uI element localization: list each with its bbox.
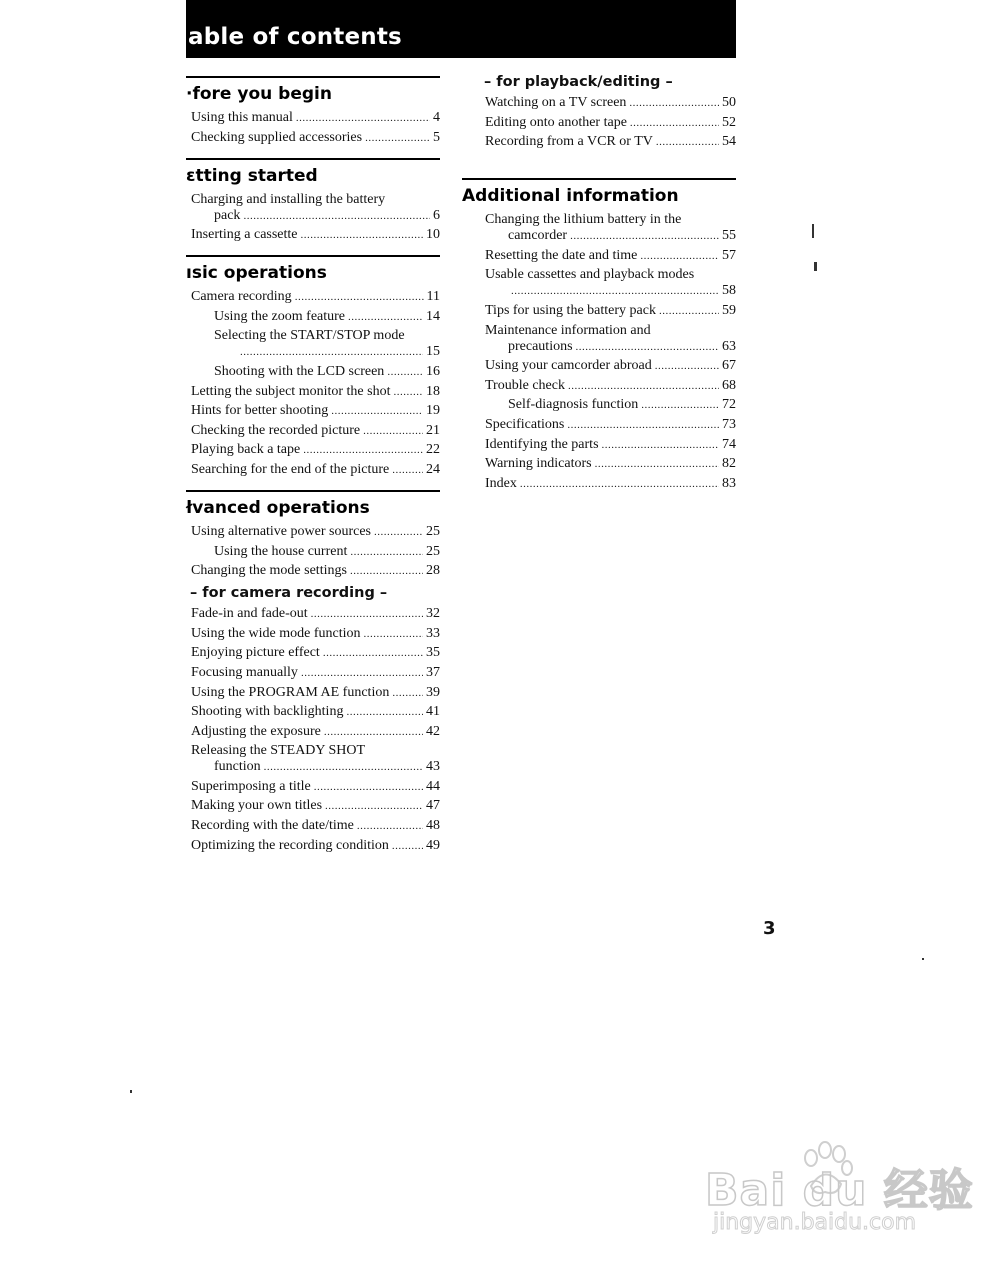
- toc-entry-label-continued: precautions: [508, 338, 573, 354]
- toc-page-number: 68: [722, 377, 736, 393]
- title-bar: [186, 0, 736, 58]
- toc-entry-label: Using the zoom feature: [214, 308, 346, 324]
- dot-leader: [659, 303, 719, 319]
- toc-page-number: 19: [426, 403, 440, 419]
- toc-entry: [191, 724, 440, 740]
- toc-page-number: 32: [426, 606, 440, 622]
- toc-entry-row: [191, 704, 440, 720]
- toc-entry-row: [214, 544, 440, 560]
- toc-page-number: 16: [426, 363, 440, 379]
- toc-page-number: 63: [722, 338, 736, 354]
- toc-entry-label: Making your own titles: [191, 798, 323, 814]
- toc-page-number: 37: [426, 664, 440, 680]
- watermark: [705, 1140, 974, 1250]
- toc-entry-row: [191, 208, 440, 224]
- toc-entry: [485, 378, 736, 394]
- toc-page-number: 73: [722, 416, 736, 432]
- toc-entry-row: [485, 437, 736, 453]
- dot-leader: [350, 563, 423, 579]
- dot-leader: [640, 248, 719, 264]
- dot-leader: [363, 423, 423, 439]
- toc-entry-row: [485, 228, 736, 244]
- toc-entry-row: [214, 344, 440, 360]
- toc-entry: [191, 743, 440, 775]
- dot-leader: [348, 309, 423, 325]
- toc-entry-row: [485, 283, 736, 299]
- toc-entry-label: Camera recording: [191, 289, 292, 305]
- toc-entry: [191, 462, 440, 478]
- dot-leader: [295, 289, 424, 305]
- toc-entry-row: [191, 685, 440, 701]
- toc-entry-row: [191, 665, 440, 681]
- toc-entry: [191, 838, 440, 854]
- toc-entry-label: Searching for the end of the picture: [191, 461, 390, 477]
- toc-entry-row: [191, 423, 440, 439]
- toc-entry-label: Enjoying picture effect: [191, 645, 320, 661]
- toc-entry-label: Letting the subject monitor the shot: [191, 383, 391, 399]
- toc-page-number: 43: [426, 759, 440, 775]
- toc-entry: [191, 384, 440, 400]
- toc-page-number: 41: [426, 704, 440, 720]
- toc-entry: [191, 665, 440, 681]
- toc-entry-row: [485, 358, 736, 374]
- dot-leader: [656, 134, 719, 150]
- toc-page-number: 28: [426, 563, 440, 579]
- dot-leader: [374, 524, 423, 540]
- toc-entry-row: [191, 110, 440, 126]
- section-getting-started: [186, 158, 440, 244]
- toc-entry-label: Recording with the date/time: [191, 818, 354, 834]
- toc-entry: [485, 95, 736, 111]
- toc-page-number: 4: [433, 110, 440, 125]
- toc-entry-label: Watching on a TV screen: [485, 95, 627, 110]
- dot-leader: [365, 130, 430, 146]
- toc-entry-label-continued: function: [214, 759, 261, 775]
- dot-leader: [655, 358, 719, 374]
- toc-entry-row: [485, 303, 736, 319]
- dot-leader: [641, 397, 719, 413]
- toc-page-number: 25: [426, 543, 440, 559]
- toc-entry-row: [485, 95, 736, 111]
- toc-entry: [191, 798, 440, 814]
- toc-entry-label: Inserting a cassette: [191, 227, 298, 243]
- toc-page-number: 10: [426, 227, 440, 243]
- dot-leader: [629, 95, 719, 111]
- toc-page-number: 52: [722, 114, 736, 130]
- dot-leader: [568, 378, 719, 394]
- toc-entry: [485, 476, 736, 492]
- toc-page-number: 83: [722, 475, 736, 491]
- toc-entry: [485, 323, 736, 355]
- section-playback-editing: [462, 74, 736, 150]
- page-number: 3: [763, 918, 776, 939]
- toc-entry-row: [485, 248, 736, 264]
- toc-entry-label: Checking supplied accessories: [191, 129, 363, 145]
- dot-leader: [314, 779, 423, 795]
- toc-page-number: 11: [426, 289, 440, 305]
- dot-leader: [264, 759, 423, 775]
- dot-leader: [357, 818, 423, 834]
- toc-entry-row: [214, 364, 440, 380]
- toc-entry-row: [191, 606, 440, 622]
- toc-entry: [191, 704, 440, 720]
- toc-entry: [485, 303, 736, 319]
- toc-entry-label: Changing the lithium battery in the: [485, 212, 682, 228]
- section-heading: ɛtting started: [186, 165, 318, 186]
- dot-leader: [240, 344, 423, 360]
- dot-leader: [520, 476, 719, 492]
- toc-entry: [191, 227, 440, 243]
- toc-entry-label: Specifications: [485, 416, 565, 432]
- toc-entry-label: Shooting with backlighting: [191, 704, 344, 720]
- toc-entry: [191, 606, 440, 622]
- dot-leader: [570, 228, 719, 244]
- dot-leader: [630, 115, 719, 131]
- dot-leader: [243, 208, 430, 224]
- toc-entry: [191, 645, 440, 661]
- toc-entry: [191, 364, 440, 380]
- toc-entry-label: Using the wide mode function: [191, 625, 361, 641]
- toc-entry: [191, 130, 440, 146]
- watermark-logo-text: Bai du 经验: [705, 1165, 974, 1216]
- toc-entry-row: [508, 397, 736, 413]
- toc-entry-row: [191, 645, 440, 661]
- dot-leader: [301, 227, 423, 243]
- toc-entry: [485, 134, 736, 150]
- toc-entry-label: Fade-in and fade-out: [191, 606, 308, 622]
- toc-entry: [191, 442, 440, 458]
- toc-page-number: 57: [722, 247, 736, 263]
- toc-entry-label: Using alternative power sources: [191, 523, 371, 539]
- right-column: [462, 72, 736, 495]
- dot-leader: [511, 283, 719, 299]
- toc-entry-label: Charging and installing the battery: [191, 191, 386, 207]
- dot-leader: [311, 606, 423, 622]
- toc-page-number: 47: [426, 798, 440, 814]
- toc-entry: [191, 685, 440, 701]
- toc-entry-label: Editing onto another tape: [485, 114, 627, 130]
- toc-entry: [191, 309, 440, 325]
- section-advanced-operations: [186, 490, 440, 854]
- toc-entry-row: [191, 442, 440, 458]
- left-column: [186, 76, 440, 857]
- toc-entry: [191, 779, 440, 795]
- toc-entry-row: [191, 462, 440, 478]
- toc-entry-label: Using the house current: [214, 543, 348, 559]
- toc-entry-label: Adjusting the exposure: [191, 723, 321, 739]
- dot-leader: [350, 544, 423, 560]
- toc-entry-label: Releasing the STEADY SHOT: [191, 743, 366, 759]
- dot-leader: [325, 798, 423, 814]
- toc-entry: [191, 110, 440, 126]
- toc-page-number: 67: [722, 358, 736, 374]
- section-heading: ısic operations: [186, 263, 327, 284]
- dot-leader: [346, 704, 423, 720]
- toc-entry: [191, 423, 440, 439]
- toc-entry-row: [485, 476, 736, 492]
- dot-leader: [392, 685, 423, 701]
- section-rule: [462, 178, 736, 180]
- dot-leader: [303, 442, 423, 458]
- dot-leader: [301, 665, 423, 681]
- toc-page-number: 15: [426, 344, 440, 360]
- toc-page-number: 54: [722, 134, 736, 150]
- section-heading: ·fore you begin: [186, 84, 332, 104]
- toc-entry-row: [485, 378, 736, 394]
- toc-entry: [485, 397, 736, 413]
- toc-entry-label: Selecting the START/STOP mode: [214, 328, 405, 344]
- dot-leader: [567, 417, 719, 433]
- toc-entry: [485, 456, 736, 472]
- toc-entry-label: Maintenance information and: [485, 322, 651, 338]
- toc-entry: [191, 818, 440, 834]
- dot-leader: [392, 838, 423, 854]
- scan-speck: [130, 1090, 132, 1093]
- toc-entry-row: [191, 563, 440, 579]
- toc-entry-row: [485, 134, 736, 150]
- toc-entry: [191, 626, 440, 642]
- toc-page-number: 72: [722, 397, 736, 413]
- scan-speck: [922, 958, 924, 960]
- dot-leader: [331, 403, 423, 419]
- toc-entry-row: [191, 779, 440, 795]
- toc-page-number: 35: [426, 645, 440, 661]
- toc-entry: [485, 248, 736, 264]
- toc-entry-label: Recording from a VCR or TV: [485, 134, 653, 150]
- scan-speck: [812, 224, 814, 238]
- section-heading: Additional information: [462, 186, 679, 207]
- toc-entry-row: [191, 759, 440, 775]
- toc-page-number: 58: [722, 283, 736, 299]
- toc-entry-row: [191, 818, 440, 834]
- toc-entry-label-continued: pack: [214, 207, 241, 223]
- section-additional-information: [462, 178, 736, 492]
- toc-entry-label: Optimizing the recording condition: [191, 837, 389, 853]
- toc-entry: [485, 417, 736, 433]
- toc-entry: [191, 289, 440, 305]
- toc-page-number: 6: [433, 207, 440, 223]
- toc-entry-row: [485, 339, 736, 355]
- toc-entry: [191, 563, 440, 579]
- toc-entry-row: [485, 456, 736, 472]
- toc-entry-label: Checking the recorded picture: [191, 422, 361, 438]
- dot-leader: [324, 724, 423, 740]
- section-rule: [186, 76, 440, 78]
- toc-entry: [191, 403, 440, 419]
- dot-leader: [364, 626, 423, 642]
- toc-entry: [485, 212, 736, 244]
- toc-entry-row: [191, 524, 440, 540]
- toc-page-number: 39: [426, 684, 440, 700]
- toc-entry: [485, 358, 736, 374]
- toc-entry-row: [191, 724, 440, 740]
- section-before-you-begin: [186, 76, 440, 146]
- toc-entry-row: [191, 289, 440, 305]
- toc-entry-label: Warning indicators: [485, 456, 592, 472]
- toc-entry-label: Using the PROGRAM AE function: [191, 684, 390, 700]
- toc-entry-label: Trouble check: [485, 377, 565, 393]
- toc-entry-row: [191, 403, 440, 419]
- dot-leader: [393, 384, 423, 400]
- toc-page-number: 21: [426, 422, 440, 438]
- toc-entry: [191, 544, 440, 560]
- toc-page-number: 18: [426, 383, 440, 399]
- toc-page-number: 82: [722, 456, 736, 472]
- toc-entry-label: Playing back a tape: [191, 442, 301, 458]
- toc-entry: [191, 328, 440, 360]
- toc-entry-label: Self-diagnosis function: [508, 397, 639, 413]
- toc-entry-label: Shooting with the LCD screen: [214, 363, 385, 379]
- toc-page-number: 5: [433, 129, 440, 145]
- dot-leader: [602, 437, 719, 453]
- toc-page-number: 24: [426, 461, 440, 477]
- dot-leader: [595, 456, 719, 472]
- toc-page-number: 49: [426, 837, 440, 853]
- toc-page-number: 50: [722, 95, 736, 110]
- toc-entry: [191, 524, 440, 540]
- dot-leader: [296, 110, 430, 126]
- toc-entry: [485, 267, 736, 299]
- toc-page-number: 42: [426, 723, 440, 739]
- toc-entry-label: Index: [485, 475, 517, 491]
- section-basic-operations: [186, 255, 440, 478]
- scan-speck: [814, 262, 817, 271]
- toc-entry-label: Focusing manually: [191, 664, 298, 680]
- toc-entry-label-continued: camcorder: [508, 228, 568, 244]
- toc-entry: [191, 192, 440, 224]
- dot-leader: [323, 645, 423, 661]
- dot-leader: [392, 462, 423, 478]
- toc-entry-row: [191, 626, 440, 642]
- toc-page-number: 48: [426, 818, 440, 834]
- toc-entry-row: [191, 838, 440, 854]
- dot-leader: [387, 364, 423, 380]
- toc-entry-label: Identifying the parts: [485, 436, 599, 452]
- section-heading: łvanced operations: [186, 497, 370, 518]
- toc-entry-label: Hints for better shooting: [191, 403, 329, 419]
- toc-entry-row: [485, 417, 736, 433]
- toc-entry-label: Tips for using the battery pack: [485, 302, 656, 318]
- section-rule: [186, 158, 440, 160]
- dot-leader: [576, 339, 719, 355]
- toc-entry-row: [191, 384, 440, 400]
- toc-entry-row: [191, 227, 440, 243]
- toc-page-number: 55: [722, 228, 736, 244]
- subheading-playback-editing: – for playback/editing –: [484, 74, 673, 90]
- toc-entry-label: Resetting the date and time: [485, 247, 638, 263]
- page-title: able of contents: [188, 24, 402, 50]
- toc-page-number: 14: [426, 308, 440, 324]
- toc-entry-label: Usable cassettes and playback modes: [485, 267, 695, 283]
- toc-page-number: 74: [722, 436, 736, 452]
- toc-page-number: 59: [722, 302, 736, 318]
- toc-entry: [485, 115, 736, 131]
- toc-page-number: 22: [426, 442, 440, 458]
- watermark-url: jingyan.baidu.com: [713, 1210, 917, 1235]
- toc-entry-row: [191, 130, 440, 146]
- toc-entry-row: [214, 309, 440, 325]
- section-rule: [186, 490, 440, 492]
- toc-entry: [485, 437, 736, 453]
- toc-entry-label: Superimposing a title: [191, 778, 311, 794]
- toc-page-number: 44: [426, 778, 440, 794]
- toc-entry-label: Using this manual: [191, 110, 293, 125]
- toc-entry-label: Changing the mode settings: [191, 563, 347, 579]
- subheading-camera-recording: – for camera recording –: [190, 585, 388, 602]
- toc-page-number: 33: [426, 625, 440, 641]
- toc-page-number: 25: [426, 523, 440, 539]
- toc-entry-row: [485, 115, 736, 131]
- toc-entry-row: [191, 798, 440, 814]
- toc-entry-label: Using your camcorder abroad: [485, 358, 652, 374]
- section-rule: [186, 255, 440, 257]
